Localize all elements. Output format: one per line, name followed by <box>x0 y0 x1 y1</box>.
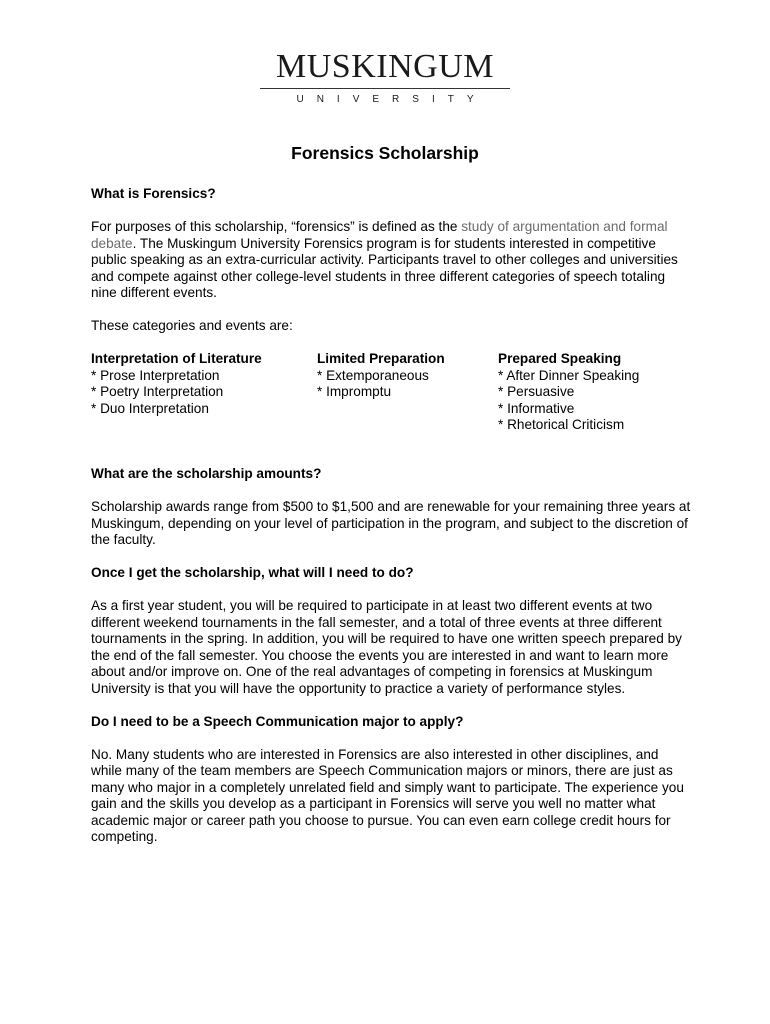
logo-wordmark: MUSKINGUM <box>276 48 494 85</box>
paragraph-amounts: Scholarship awards range from $500 to $1,500 and are renewable for your remaining three years at Muskingum, depending on your level of participation in the program, and subject to the discretion of the faculty. <box>91 499 691 547</box>
heading-what-is-forensics: What is Forensics? <box>91 186 216 201</box>
definition-text-end: . The Muskingum University Forensics program is for students interested in competitive public speaking as an extra-curricular activity. Participants travel to other colleges and universities and compete against other college-level students in three different categories of speech totaling nine different events. <box>91 235 678 300</box>
page-title: Forensics Scholarship <box>291 143 479 163</box>
university-logo <box>258 48 512 110</box>
event-item: * Duo Interpretation <box>91 400 209 416</box>
category-limited-prep <box>317 351 445 401</box>
definition-link[interactable]: study of argumentation and formal debate <box>91 219 668 251</box>
heading-scholarship-amounts: What are the scholarship amounts? <box>91 466 322 481</box>
logo-subtitle: UNIVERSITY <box>296 94 487 105</box>
event-item: * After Dinner Speaking <box>498 367 640 383</box>
category-interpretation <box>91 351 262 417</box>
paragraph-categories-intro: These categories and events are: <box>91 318 293 333</box>
categories-table <box>91 351 691 433</box>
event-item: * Rhetorical Criticism <box>498 417 625 432</box>
paragraph-definition <box>91 219 691 302</box>
event-item: * Prose Interpretation <box>91 367 220 383</box>
event-item: * Extemporaneous <box>317 367 429 383</box>
category-heading: Interpretation of Literature <box>91 351 262 366</box>
paragraph-major: No. Many students who are interested in Forensics are also interested in other disciplines, and while many of the team members are Speech Communication majors or minors, there are just as many who major in a completely unrelated field and simply want to participate. The experience you gain and the skills you develop as a participant in Forensics will serve you well no matter what academic major or career path you choose to pursue. You can even earn college credit hours for competing. <box>91 746 684 844</box>
event-item: * Informative <box>498 400 575 416</box>
heading-major: Do I need to be a Speech Communication major to apply? <box>91 713 464 729</box>
category-prepared-speaking <box>498 351 639 434</box>
definition-text-start: For purposes of this scholarship, “forensics” is defined as the <box>91 219 462 234</box>
heading-requirements: Once I get the scholarship, what will I need to do? <box>91 565 414 580</box>
event-item: * Poetry Interpretation <box>91 384 224 399</box>
logo-divider <box>260 88 510 89</box>
paragraph-requirements: As a first year student, you will be required to participate in at least two different events at two different weekend tournaments in the fall semester, and a total of three events at three different tournaments in the spring. In addition, you will be required to have one written speech prepared by the end of the fall semester. You choose the events you are interested in and want to learn more about and/or improve on. One of the real advantages of competing in forensics at Muskingum University is that you will have the opportunity to practice a variety of performance styles. <box>91 598 682 696</box>
category-heading: Limited Preparation <box>317 351 445 366</box>
event-item: * Persuasive <box>498 384 575 399</box>
event-item: * Impromptu <box>317 384 392 399</box>
document-body <box>91 186 691 846</box>
category-heading: Prepared Speaking <box>498 351 622 366</box>
